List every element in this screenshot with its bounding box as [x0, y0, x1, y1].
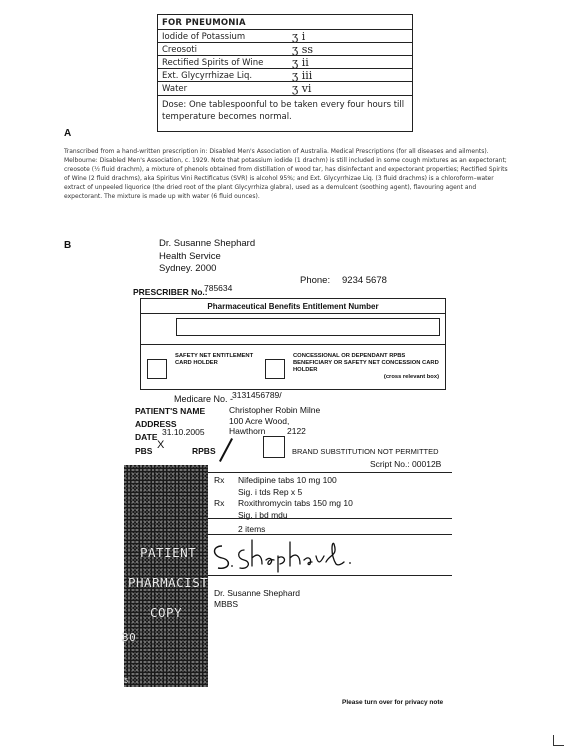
ingredient-name: Creosoti	[162, 45, 197, 55]
section-label-b: B	[64, 240, 72, 251]
divider	[208, 575, 452, 576]
prescriber-number: 785634	[204, 283, 233, 293]
stamp-text: COPY	[150, 605, 183, 620]
postcode: 2122	[287, 426, 306, 436]
ingredient-qty: ʒ vi	[292, 82, 312, 95]
stamp-text: PHARMACIST	[128, 575, 209, 590]
transcription-note: Transcribed from a hand-written prescription in: Disabled Men's Association of Australia. Medical Prescriptions (for all diseases and ailments). Melbourne: Disabled Men's Association, c. 1929. Note that potassium iodide (1 drachm) is still included in some cough mixtures as an expectorant; creosote (½ fluid drachm), a mixture of phenols obtained from distillation of wood tar, has disinfectant and expectorant properties; Rectified Spirits of Wine (2 fluid drachms), aka Spiritus Vini Rectificatus (SVR) is alcohol 95%; and Ext. Glycyrrhizae Liq. (3 fluid drachms) is a chloroform–water extract of unpeeled liquorice (the dried root of the plant Glycyrrhiza glabra), used as a demulcent (soothing agent), flavouring agent and expectorant. The mixture is made up with water (6 fluid ounces).	[64, 148, 508, 200]
rx2-sig: Sig. i bd mdu	[238, 510, 288, 520]
divider	[158, 95, 412, 96]
medicare-number: 3131456789/	[232, 390, 282, 400]
brand-substitution-checkbox[interactable]	[263, 436, 285, 458]
pbs-mark: X	[157, 439, 165, 451]
footer-qualification: MBBS	[214, 599, 239, 609]
divider	[141, 344, 445, 345]
ingredient-qty: ʒ iii	[292, 69, 313, 82]
doctor-signature	[208, 536, 368, 574]
rx-label: Rx	[214, 475, 225, 485]
footer-doctor-name: Dr. Susanne Shephard	[214, 588, 301, 598]
divider	[208, 518, 452, 519]
rx1-sig: Sig. i tds Rep x 5	[238, 487, 303, 497]
safety-net-label: SAFETY NET ENTITLEMENT CARD HOLDER	[175, 353, 254, 366]
stamp-text: PATIENT	[140, 545, 197, 560]
rpbs-label: RPBS	[192, 446, 216, 456]
ingredient-name: Ext. Glycyrrhizae Liq.	[162, 71, 253, 81]
safety-net-checkbox[interactable]	[147, 359, 167, 379]
pbe-entitlement-box	[140, 298, 446, 390]
medicare-label: Medicare No. -	[174, 394, 234, 404]
concessional-checkbox[interactable]	[265, 359, 285, 379]
doctor-name: Dr. Susanne Shephard	[159, 238, 256, 249]
prescriber-label: PRESCRIBER No.:	[133, 287, 208, 297]
items-count: 2 items	[238, 524, 266, 534]
privacy-note: Please turn over for privacy note	[342, 699, 444, 706]
divider	[158, 42, 412, 43]
patient-name: Christopher Robin Milne	[229, 405, 321, 415]
ingredient-qty: ʒ ss	[292, 43, 313, 56]
divider	[158, 55, 412, 56]
prescription-title: FOR PNEUMONIA	[162, 18, 246, 28]
organisation: Health Service	[159, 251, 221, 262]
pbe-title: Pharmaceutical Benefits Entitlement Number	[207, 302, 379, 311]
divider	[141, 313, 445, 314]
address-line-2: Hawthorn	[229, 426, 266, 436]
ingredient-name: Rectified Spirits of Wine	[162, 58, 264, 68]
divider	[158, 68, 412, 69]
divider	[158, 81, 412, 82]
divider	[208, 534, 452, 535]
dose-instructions: Dose: One tablespoonful to be taken every four hours till temperature becomes normal.	[162, 100, 405, 122]
section-label-a: A	[64, 128, 72, 139]
phone-label: Phone:	[300, 275, 331, 286]
stamp-number: 5	[124, 677, 129, 685]
address-line-1: 100 Acre Wood,	[229, 416, 290, 426]
rx2-drug: Roxithromycin tabs 150 mg 10	[238, 498, 353, 508]
pbs-label: PBS	[135, 446, 153, 456]
ingredient-name: Iodide of Potassium	[162, 32, 246, 42]
divider	[158, 29, 412, 30]
pbe-number-field[interactable]	[176, 318, 440, 336]
ingredient-name: Water	[162, 84, 188, 94]
date-value: 31.10.2005	[162, 427, 205, 437]
phone-number: 9234 5678	[342, 275, 387, 286]
concessional-label: CONCESSIONAL OR DEPENDANT RPBS BENEFICIARY OR SAFETY NET CONCESSION CARD HOLDER	[293, 353, 439, 373]
divider	[208, 472, 452, 473]
brand-substitution-label: BRAND SUBSTITUTION NOT PERMITTED	[292, 447, 439, 456]
stamp-number: 30	[122, 631, 137, 644]
address-label: ADDRESS	[135, 419, 177, 429]
date-label: DATE	[135, 432, 158, 442]
historic-prescription-box	[157, 14, 413, 132]
ingredient-qty: ʒ i	[292, 30, 306, 43]
ingredient-qty: ʒ ii	[292, 56, 309, 69]
handwritten-stroke	[219, 438, 233, 462]
city: Sydney. 2000	[159, 263, 217, 274]
rx1-drug: Nifedipine tabs 10 mg 100	[238, 475, 337, 485]
rx-label: Rx	[214, 498, 225, 508]
script-number: Script No.: 00012B	[370, 459, 442, 469]
patient-pharmacist-copy-stamp	[124, 465, 208, 687]
cross-note: (cross relevant box)	[383, 374, 439, 380]
corner-mark	[553, 735, 564, 746]
patient-name-label: PATIENT'S NAME	[135, 406, 206, 416]
